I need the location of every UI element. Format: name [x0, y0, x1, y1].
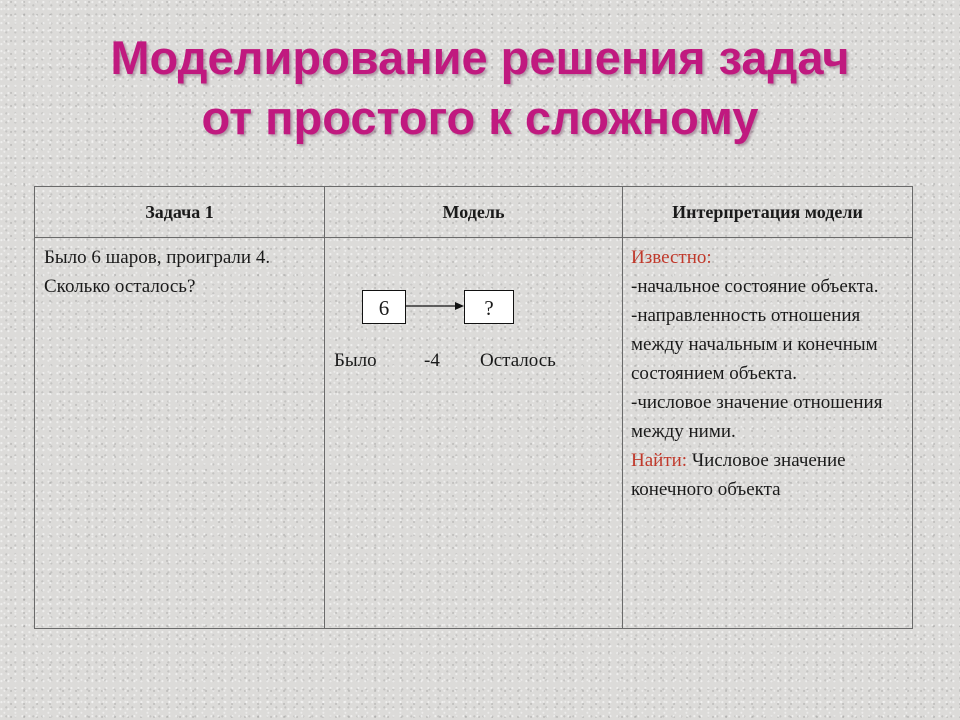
- model-start-box: 6: [362, 290, 406, 324]
- table-header-row: [35, 187, 913, 238]
- model-label-operation: -4: [424, 350, 440, 371]
- title-line-2: от простого к сложному: [201, 91, 759, 144]
- known-label: Известно:: [631, 247, 712, 268]
- arrow-right-icon: [406, 298, 464, 314]
- find-text: Числовое значение конечного объекта: [631, 450, 846, 500]
- task-table: [34, 186, 913, 629]
- interpretation-text: [623, 238, 912, 504]
- find-line: [631, 446, 906, 504]
- title-line-1: Моделирование решения задач: [110, 31, 850, 84]
- header-model: Модель: [325, 187, 623, 238]
- slide-title: [0, 28, 960, 148]
- header-task: Задача 1: [35, 187, 325, 238]
- model-label-start: Было: [334, 350, 377, 371]
- known-item: -направленность отношения между начальным и конечным состоянием объекта.: [631, 305, 878, 384]
- interpretation-cell: [623, 238, 913, 629]
- task-cell: [35, 238, 325, 629]
- known-item: -числовое значение отношения между ними.: [631, 392, 883, 442]
- header-interpretation: Интерпретация модели: [623, 187, 913, 238]
- table-row: [35, 238, 913, 629]
- task-text: Было 6 шаров, проиграли 4. Сколько осталось?: [44, 247, 271, 297]
- model-end-box: ?: [464, 290, 514, 324]
- find-label: Найти:: [631, 450, 688, 471]
- known-item: -начальное состояние объекта.: [631, 276, 879, 297]
- model-cell: [325, 238, 623, 629]
- model-label-end: Осталось: [480, 350, 556, 371]
